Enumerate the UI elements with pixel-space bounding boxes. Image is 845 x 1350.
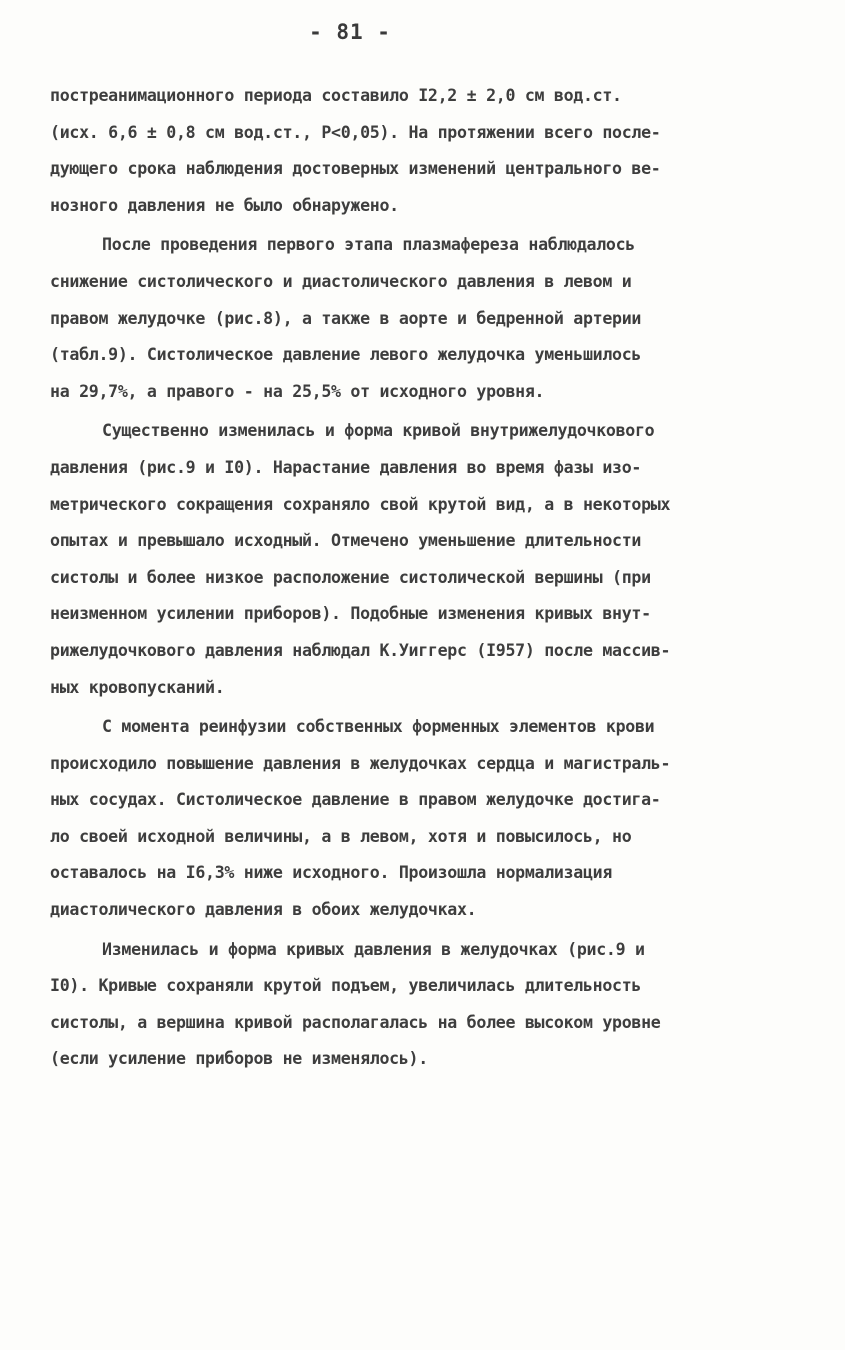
text-line: неизменном усилении приборов). Подобные изменения кривых внут- (50, 604, 651, 624)
text-line: на 29,7%, а правого - на 25,5% от исходного уровня. (50, 381, 545, 401)
text-line: I0). Кривые сохраняли крутой подъем, увеличилась длительность (50, 976, 642, 996)
text-line: После проведения первого этапа плазмафереза наблюдалось (102, 235, 635, 255)
text-line: правом желудочке (рис.8), а также в аорте и бедренной артерии (50, 308, 642, 328)
text-line: метрического сокращения сохраняло свой крутой вид, а в некоторых (50, 494, 671, 514)
text-line: происходило повышение давления в желудочках сердца и магистраль- (50, 753, 671, 773)
paragraph (50, 227, 790, 410)
text-line: Изменилась и форма кривых давления в желудочках (рис.9 и (102, 939, 645, 959)
text-line: Существенно изменилась и форма кривой внутрижелудочкового (102, 421, 655, 441)
text-line: дующего срока наблюдения достоверных изменений центрального ве- (50, 159, 661, 179)
text-line: ло своей исходной величины, а в левом, хотя и повысилось, но (50, 826, 632, 846)
body-text (50, 78, 790, 1078)
paragraph (50, 709, 790, 929)
text-line: (исх. 6,6 ± 0,8 см вод.ст., P<0,05). На протяжении всего после- (50, 122, 661, 142)
text-line: систолы и более низкое расположение систолической вершины (при (50, 567, 651, 587)
text-line: оставалось на I6,3% ниже исходного. Произошла нормализация (50, 863, 613, 883)
text-line: нозного давления не было обнаружено. (50, 195, 399, 215)
text-line: давления (рис.9 и I0). Нарастание давления во время фазы изо- (50, 457, 642, 477)
text-line: снижение систолического и диастолического давления в левом и (50, 271, 632, 291)
text-line: диастолического давления в обоих желудочках. (50, 900, 477, 920)
text-line: С момента реинфузии собственных форменных элементов крови (102, 717, 655, 737)
text-line: (табл.9). Систолическое давление левого желудочка уменьшилось (50, 345, 642, 365)
paragraph (50, 78, 790, 224)
text-line: (если усиление приборов не изменялось). (50, 1049, 428, 1069)
text-line: ных сосудах. Систолическое давление в правом желудочке достига- (50, 790, 661, 810)
paragraph (50, 932, 790, 1078)
text-line: постреанимационного периода составило I2,2 ± 2,0 см вод.ст. (50, 86, 622, 105)
paragraph (50, 413, 790, 706)
text-line: ных кровопусканий. (50, 677, 225, 697)
text-line: систолы, а вершина кривой располагалась на более высоком уровне (50, 1012, 661, 1032)
page-number: - 81 - (309, 20, 391, 44)
text-line: опытах и превышало исходный. Отмечено уменьшение длительности (50, 531, 642, 551)
text-line: рижелудочкового давления наблюдал К.Уиггерс (I957) после массив- (50, 640, 671, 660)
